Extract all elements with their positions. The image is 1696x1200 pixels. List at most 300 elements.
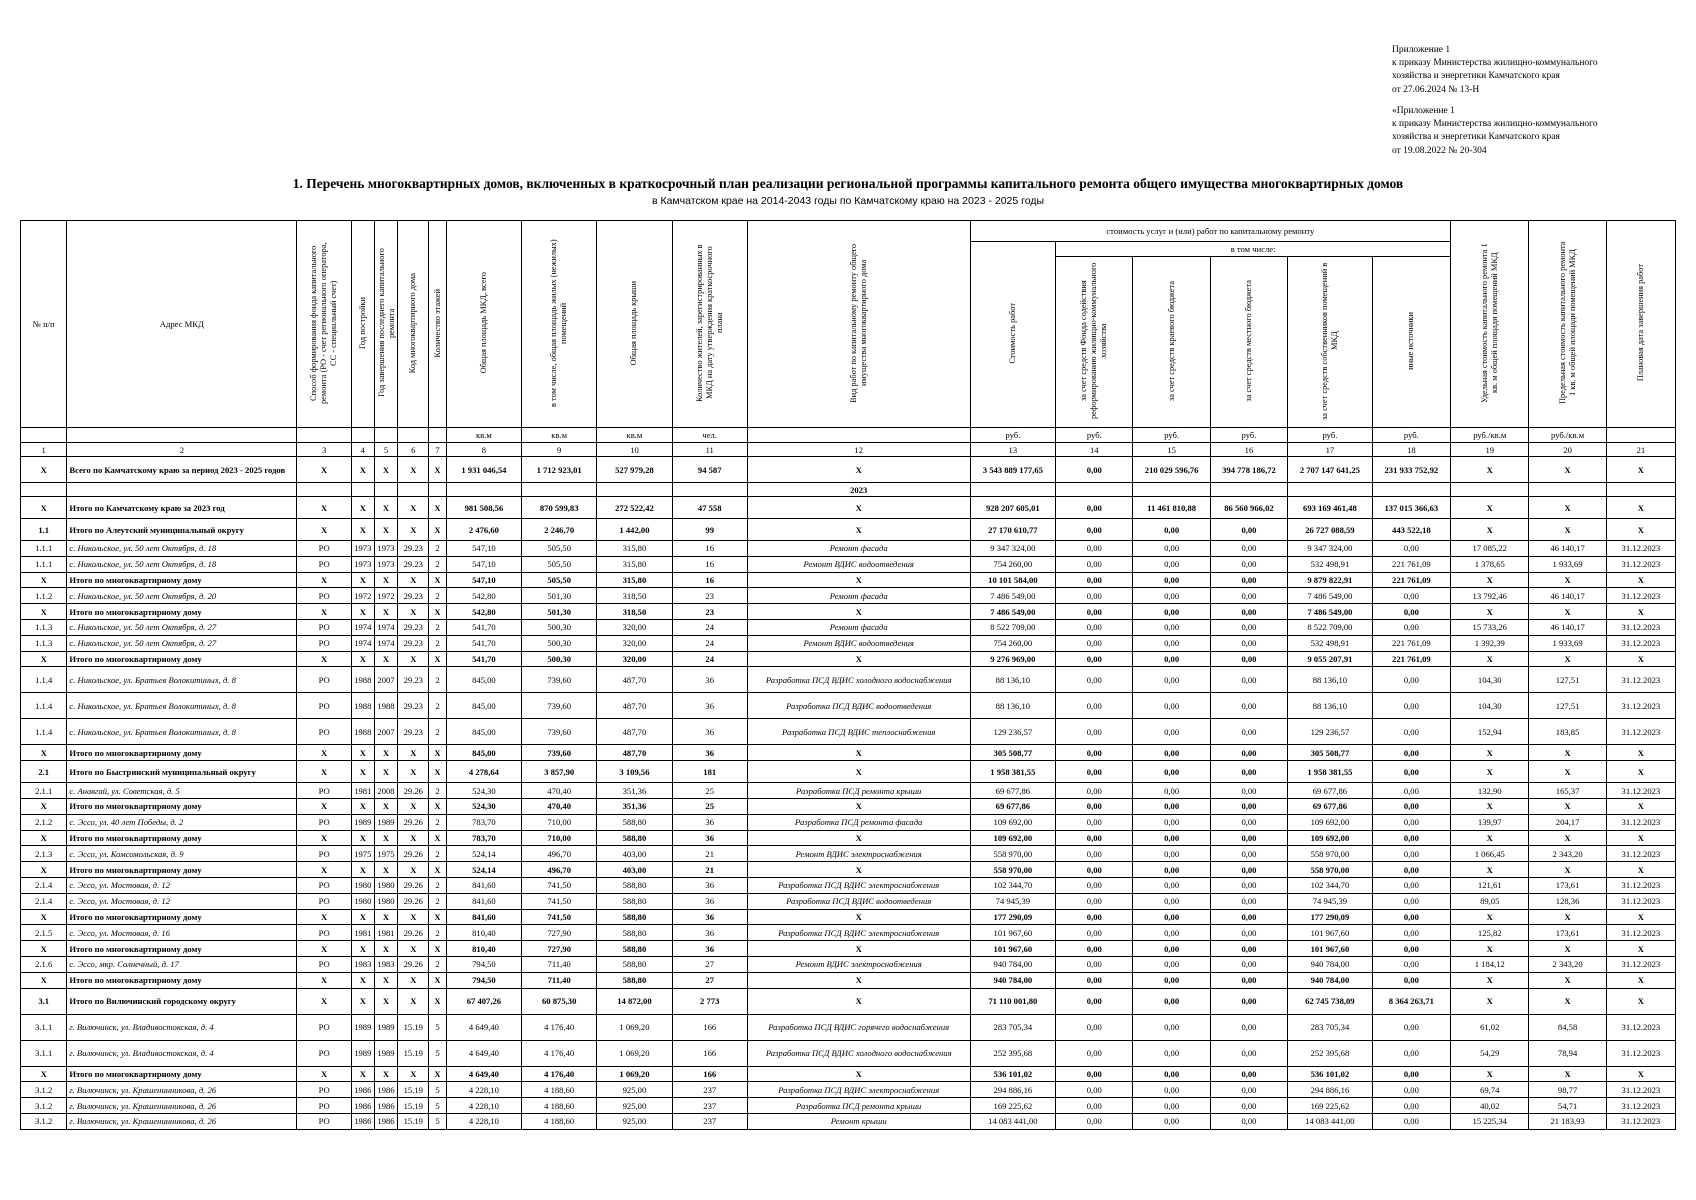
table-cell: 8 522 709,00	[1288, 619, 1373, 635]
table-cell: 272 522,42	[597, 497, 672, 519]
table-cell: X	[429, 909, 447, 925]
table-cell: 21	[672, 846, 747, 862]
annex-line: к приказу Министерства жилищно-коммунального	[1392, 58, 1598, 69]
document-title: 1. Перечень многоквартирных домов, включенных в краткосрочный план реализации региональной программы капитального ремонта общего имущества многоквартирных домов	[292, 176, 1404, 191]
table-cell: 0,00	[1210, 635, 1287, 651]
address-cell: Итого по многоквартирному дому	[67, 1066, 297, 1082]
table-cell: 15 225,34	[1451, 1113, 1529, 1129]
table-cell: 101 967,60	[1288, 941, 1373, 957]
table-cell: 7 486 549,00	[1288, 588, 1373, 604]
table-cell: 0,00	[1210, 830, 1287, 846]
table-cell: 0,00	[1056, 783, 1133, 799]
table-cell: X	[374, 497, 398, 519]
table-cell: X	[374, 972, 398, 988]
table-cell: 25	[672, 798, 747, 814]
table-cell: 2007	[374, 667, 398, 693]
table-cell: 127,51	[1529, 667, 1606, 693]
table-cell: 0,00	[1133, 667, 1210, 693]
address-cell: Итого по многоквартирному дому	[67, 972, 297, 988]
table-cell: 0,00	[1133, 988, 1210, 1014]
table-cell: X	[297, 941, 352, 957]
table-cell: X	[1451, 972, 1529, 988]
table-cell: 0,00	[1133, 604, 1210, 620]
table-cell: X	[429, 761, 447, 783]
table-row	[21, 877, 1676, 893]
table-cell: 4 176,40	[522, 1066, 597, 1082]
table-cell: 4 188,60	[522, 1082, 597, 1098]
table-row	[21, 1098, 1676, 1114]
table-cell: 54,71	[1529, 1098, 1606, 1114]
table-cell: 0,00	[1056, 572, 1133, 588]
table-cell: 0,00	[1133, 541, 1210, 557]
table-cell: 928 207 605,01	[970, 497, 1056, 519]
table-cell: X	[21, 572, 67, 588]
table-cell: 0,00	[1372, 1098, 1450, 1114]
table-cell: 0,00	[1210, 846, 1287, 862]
table-cell: 31.12.2023	[1606, 814, 1675, 830]
column-number: 20	[1529, 443, 1606, 457]
table-cell: 1989	[351, 1040, 374, 1066]
table-cell: 4 278,64	[446, 761, 521, 783]
table-cell: X	[1606, 1066, 1675, 1082]
table-cell: 0,00	[1056, 1082, 1133, 1098]
work-type-cell: X	[747, 497, 970, 519]
table-cell: 0,00	[1372, 619, 1450, 635]
table-cell: 0,00	[1056, 1040, 1133, 1066]
header-area-living: в том числе, общая площадь жилых (нежилых) помещений	[522, 221, 597, 428]
table-cell: РО	[297, 556, 352, 572]
work-type-cell: Разработка ПСД ремонта фасада	[747, 814, 970, 830]
table-cell: РО	[297, 1040, 352, 1066]
table-cell: 0,00	[1210, 877, 1287, 893]
table-cell: 0,00	[1210, 956, 1287, 972]
table-cell: РО	[297, 619, 352, 635]
table-cell: 46 140,17	[1529, 588, 1606, 604]
table-cell: 0,00	[1133, 830, 1210, 846]
year-row	[21, 483, 1676, 497]
table-cell: 31.12.2023	[1606, 783, 1675, 799]
table-cell: 0,00	[1372, 941, 1450, 957]
table-cell: 173,61	[1529, 877, 1606, 893]
table-cell: 0,00	[1056, 925, 1133, 941]
table-cell: X	[398, 909, 429, 925]
table-cell: 29.26	[398, 956, 429, 972]
table-cell: 29.26	[398, 846, 429, 862]
table-row	[21, 1014, 1676, 1040]
table-cell: 1.1.1	[21, 541, 67, 557]
table-cell: РО	[297, 541, 352, 557]
table-cell: X	[429, 572, 447, 588]
table-cell: X	[297, 457, 352, 483]
table-cell: 0,00	[1133, 909, 1210, 925]
table-cell: 16	[672, 556, 747, 572]
work-type-cell: X	[747, 572, 970, 588]
table-cell: РО	[297, 877, 352, 893]
table-cell: 2	[429, 893, 447, 909]
column-number: 7	[429, 443, 447, 457]
table-cell: 443 522,18	[1372, 519, 1450, 541]
table-cell: X	[1606, 572, 1675, 588]
table-cell: X	[398, 604, 429, 620]
table-cell: 925,00	[597, 1082, 672, 1098]
table-row	[21, 588, 1676, 604]
work-type-cell: X	[747, 830, 970, 846]
table-cell: X	[429, 604, 447, 620]
table-cell: X	[1451, 604, 1529, 620]
table-cell: 60 875,30	[522, 988, 597, 1014]
table-cell: X	[351, 651, 374, 667]
work-type-cell: Разработка ПСД ВДИС холодного водоснабжения	[747, 667, 970, 693]
table-cell: 527 979,28	[597, 457, 672, 483]
table-cell: 0,00	[1056, 893, 1133, 909]
table-cell: 0,00	[1133, 1113, 1210, 1129]
table-cell: 351,36	[597, 783, 672, 799]
table-cell: 0,00	[1056, 457, 1133, 483]
header-floors: Количество этажей	[429, 221, 447, 428]
annex-current	[1392, 44, 1598, 97]
work-type-cell: Ремонт ВДИС водоотведения	[747, 635, 970, 651]
table-cell: 711,40	[522, 956, 597, 972]
table-cell: 2	[429, 814, 447, 830]
table-cell: 4 188,60	[522, 1098, 597, 1114]
address-cell: Итого по многоквартирному дому	[67, 604, 297, 620]
table-cell: 0,00	[1372, 1113, 1450, 1129]
table-cell: X	[21, 941, 67, 957]
table-cell: 0,00	[1056, 556, 1133, 572]
table-cell: 305 508,77	[1288, 745, 1373, 761]
table-cell: 710,00	[522, 830, 597, 846]
table-cell: X	[1529, 604, 1606, 620]
table-cell: 315,80	[597, 572, 672, 588]
table-cell: 294 886,16	[1288, 1082, 1373, 1098]
table-cell: 0,00	[1133, 1014, 1210, 1040]
table-row	[21, 783, 1676, 799]
table-cell: 0,00	[1372, 862, 1450, 878]
table-row	[21, 893, 1676, 909]
table-cell: 29.26	[398, 814, 429, 830]
table-cell: X	[398, 651, 429, 667]
work-type-cell: X	[747, 988, 970, 1014]
table-cell: 125,82	[1451, 925, 1529, 941]
table-cell: 16	[672, 572, 747, 588]
table-cell: 1.1.3	[21, 635, 67, 651]
address-cell: с. Никольское, ул. 50 лет Октября, д. 20	[67, 588, 297, 604]
table-cell: 0,00	[1133, 572, 1210, 588]
table-cell: 754 260,00	[970, 635, 1056, 651]
work-type-cell: Ремонт ВДИС электроснабжения	[747, 846, 970, 862]
work-type-cell: Ремонт фасада	[747, 541, 970, 557]
table-cell: X	[398, 798, 429, 814]
table-cell: 500,30	[522, 635, 597, 651]
table-cell: РО	[297, 1014, 352, 1040]
table-cell: X	[374, 862, 398, 878]
table-cell: 0,00	[1056, 988, 1133, 1014]
table-cell: 0,00	[1372, 830, 1450, 846]
column-number: 1	[21, 443, 67, 457]
table-cell: X	[1606, 830, 1675, 846]
table-cell: X	[1606, 862, 1675, 878]
table-cell: 3.1.2	[21, 1113, 67, 1129]
table-cell: 0,00	[1210, 604, 1287, 620]
table-cell: X	[374, 651, 398, 667]
header-area-roof: Общая площадь крыши	[597, 221, 672, 428]
table-cell: 1988	[351, 719, 374, 745]
table-cell: 5	[429, 1082, 447, 1098]
table-cell: 0,00	[1133, 745, 1210, 761]
table-cell: 810,40	[446, 925, 521, 941]
table-cell: 4 228,10	[446, 1082, 521, 1098]
table-cell: 0,00	[1372, 846, 1450, 862]
table-cell: 23	[672, 588, 747, 604]
table-cell: 5	[429, 1014, 447, 1040]
table-cell: 3.1.2	[21, 1098, 67, 1114]
column-number: 15	[1133, 443, 1210, 457]
table-cell: 3 543 889 177,65	[970, 457, 1056, 483]
address-cell: с. Эссо, ул. 40 лет Победы, д. 2	[67, 814, 297, 830]
table-cell: 558 970,00	[970, 862, 1056, 878]
table-cell: 1989	[351, 1014, 374, 1040]
table-cell: 169 225,62	[970, 1098, 1056, 1114]
table-cell: X	[398, 519, 429, 541]
units-row	[21, 428, 1676, 443]
table-cell: 524,30	[446, 783, 521, 799]
table-cell: 283 705,34	[1288, 1014, 1373, 1040]
subtotal-row	[21, 519, 1676, 541]
column-number: 2	[67, 443, 297, 457]
table-cell: 2.1.2	[21, 814, 67, 830]
table-cell: 547,10	[446, 556, 521, 572]
table-cell: X	[351, 972, 374, 988]
table-row	[21, 619, 1676, 635]
table-cell: X	[374, 798, 398, 814]
table-cell: 0,00	[1210, 862, 1287, 878]
header-num: № п/п	[21, 221, 67, 428]
table-cell: X	[297, 830, 352, 846]
table-cell: X	[398, 830, 429, 846]
table-cell: 1989	[374, 1014, 398, 1040]
address-cell: г. Вилючинск, ул. Владивостокская, д. 4	[67, 1014, 297, 1040]
table-cell: 0,00	[1056, 846, 1133, 862]
table-cell: 1980	[351, 877, 374, 893]
header-owners: за счет средств собственников помещений в МКД	[1288, 257, 1373, 428]
table-cell: X	[1606, 761, 1675, 783]
table-cell: 89,05	[1451, 893, 1529, 909]
table-cell: 29.23	[398, 693, 429, 719]
table-row	[21, 541, 1676, 557]
table-cell: X	[429, 830, 447, 846]
table-cell: 532 498,91	[1288, 635, 1373, 651]
table-cell: 0,00	[1056, 1014, 1133, 1040]
table-cell: 166	[672, 1040, 747, 1066]
table-cell: 794,50	[446, 972, 521, 988]
address-cell: Итого по Камчатскому краю за 2023 год	[67, 497, 297, 519]
table-cell: 31.12.2023	[1606, 693, 1675, 719]
table-cell: X	[1606, 972, 1675, 988]
table-cell: 31.12.2023	[1606, 1082, 1675, 1098]
table-cell: 1 712 923,01	[522, 457, 597, 483]
table-cell: 31.12.2023	[1606, 1040, 1675, 1066]
table-cell: 2 343,20	[1529, 846, 1606, 862]
address-cell: Итого по многоквартирному дому	[67, 745, 297, 761]
table-cell: X	[374, 519, 398, 541]
table-cell: X	[398, 457, 429, 483]
table-cell: 524,14	[446, 846, 521, 862]
table-cell: X	[429, 745, 447, 761]
table-cell: 0,00	[1372, 588, 1450, 604]
table-cell: 74 945,39	[1288, 893, 1373, 909]
subtotal-row	[21, 988, 1676, 1014]
table-cell: 0,00	[1056, 667, 1133, 693]
table-cell: 783,70	[446, 830, 521, 846]
table-cell: 0,00	[1056, 862, 1133, 878]
table-cell: 0,00	[1133, 1066, 1210, 1082]
table-cell: X	[1529, 761, 1606, 783]
table-cell: X	[297, 604, 352, 620]
address-cell: с. Эссо, мкр. Солнечный, д. 17	[67, 956, 297, 972]
table-cell: 925,00	[597, 1098, 672, 1114]
table-cell: 0,00	[1210, 572, 1287, 588]
table-cell: 14 083 441,00	[1288, 1113, 1373, 1129]
table-cell: 15.19	[398, 1014, 429, 1040]
work-type-cell: Разработка ПСД ВДИС водоотведения	[747, 893, 970, 909]
column-number: 16	[1210, 443, 1287, 457]
table-cell: X	[374, 988, 398, 1014]
table-cell: 26 727 088,59	[1288, 519, 1373, 541]
table-cell: 109 692,00	[1288, 830, 1373, 846]
table-cell: 46 140,17	[1529, 541, 1606, 557]
table-cell: 318,50	[597, 588, 672, 604]
table-cell: 1.1.4	[21, 693, 67, 719]
table-cell: 0,00	[1133, 693, 1210, 719]
work-type-cell: Разработка ПСД ВДИС электроснабжения	[747, 1082, 970, 1098]
table-cell: 31.12.2023	[1606, 877, 1675, 893]
table-cell: X	[351, 761, 374, 783]
table-cell: 1 392,39	[1451, 635, 1529, 651]
table-cell: 0,00	[1133, 1082, 1210, 1098]
table-cell: 47 558	[672, 497, 747, 519]
header-limit-cost: Предельная стоимость капитального ремонта 1 кв. м общей площади помещений МКД	[1529, 221, 1606, 428]
housing-list-table	[20, 220, 1676, 1130]
table-cell: 0,00	[1133, 635, 1210, 651]
table-cell: X	[1529, 519, 1606, 541]
table-cell: 0,00	[1056, 972, 1133, 988]
table-cell: X	[398, 862, 429, 878]
table-cell: 2.1.5	[21, 925, 67, 941]
table-cell: X	[297, 745, 352, 761]
subtotal-row	[21, 572, 1676, 588]
table-cell: 0,00	[1056, 830, 1133, 846]
table-cell: 2008	[374, 783, 398, 799]
table-cell: 5	[429, 1040, 447, 1066]
table-cell: X	[1451, 651, 1529, 667]
table-cell: X	[21, 798, 67, 814]
table-cell: 36	[672, 693, 747, 719]
work-type-cell: X	[747, 972, 970, 988]
table-cell: 0,00	[1372, 693, 1450, 719]
table-cell: 36	[672, 893, 747, 909]
table-row	[21, 635, 1676, 651]
work-type-cell: X	[747, 604, 970, 620]
header-year-repair: Год завершения последнего капитального ремонта	[374, 221, 398, 428]
table-cell: X	[1529, 457, 1606, 483]
table-cell: 0,00	[1372, 956, 1450, 972]
table-cell: 1972	[351, 588, 374, 604]
table-cell: X	[21, 651, 67, 667]
table-cell: 88 136,10	[1288, 667, 1373, 693]
table-cell: X	[351, 941, 374, 957]
table-cell: 0,00	[1372, 909, 1450, 925]
table-cell: 78,94	[1529, 1040, 1606, 1066]
table-cell: 3.1.1	[21, 1040, 67, 1066]
table-cell: 36	[672, 877, 747, 893]
table-cell: 16	[672, 541, 747, 557]
table-cell: X	[1529, 830, 1606, 846]
table-cell: 0,00	[1133, 519, 1210, 541]
table-cell: 31.12.2023	[1606, 956, 1675, 972]
address-cell: с. Эссо, ул. Мостовая, д. 12	[67, 893, 297, 909]
address-cell: Итого по многоквартирному дому	[67, 798, 297, 814]
table-cell: 588,80	[597, 893, 672, 909]
table-cell: X	[429, 651, 447, 667]
table-cell: X	[297, 497, 352, 519]
table-cell: X	[351, 798, 374, 814]
table-cell: 1.1.2	[21, 588, 67, 604]
table-cell: 0,00	[1210, 1098, 1287, 1114]
table-cell: X	[21, 745, 67, 761]
table-cell: 166	[672, 1014, 747, 1040]
table-cell: 0,00	[1210, 541, 1287, 557]
subtotal-row	[21, 651, 1676, 667]
table-cell: 173,61	[1529, 925, 1606, 941]
table-cell: X	[374, 457, 398, 483]
table-cell: X	[351, 497, 374, 519]
table-cell: 0,00	[1210, 972, 1287, 988]
table-cell: 739,60	[522, 693, 597, 719]
header-area-total: Общая площадь МКД, всего	[446, 221, 521, 428]
column-number: 4	[351, 443, 374, 457]
table-cell: 841,60	[446, 893, 521, 909]
table-cell: 711,40	[522, 972, 597, 988]
table-cell: 101 967,60	[1288, 925, 1373, 941]
table-cell: X	[1451, 1066, 1529, 1082]
table-cell: 3 857,90	[522, 761, 597, 783]
table-cell: 741,50	[522, 893, 597, 909]
unit-cell: руб.	[1210, 428, 1287, 443]
table-cell: 318,50	[597, 604, 672, 620]
table-cell: 2	[429, 588, 447, 604]
table-cell: 2.1.4	[21, 893, 67, 909]
table-cell: 237	[672, 1098, 747, 1114]
unit-cell: кв.м	[597, 428, 672, 443]
table-cell: X	[1451, 862, 1529, 878]
table-cell: 0,00	[1372, 1014, 1450, 1040]
table-cell: 1.1	[21, 519, 67, 541]
header-residents: Количество жителей, зарегистрированных в МКД на дату утверждения краткосрочного плана	[672, 221, 747, 428]
table-row	[21, 956, 1676, 972]
subtotal-row	[21, 1066, 1676, 1082]
table-cell: 536 101,02	[1288, 1066, 1373, 1082]
table-cell: X	[398, 988, 429, 1014]
table-cell: 0,00	[1056, 1066, 1133, 1082]
table-cell: 84,58	[1529, 1014, 1606, 1040]
table-cell: 31.12.2023	[1606, 1014, 1675, 1040]
table-cell: 31.12.2023	[1606, 846, 1675, 862]
subtotal-row	[21, 761, 1676, 783]
table-cell: 1 066,45	[1451, 846, 1529, 862]
header-address: Адрес МКД	[67, 221, 297, 428]
header-specific-cost: Удельная стоимость капитального ремонта 1 кв. м общей площади помещений МКД	[1451, 221, 1529, 428]
table-cell: 1986	[374, 1082, 398, 1098]
